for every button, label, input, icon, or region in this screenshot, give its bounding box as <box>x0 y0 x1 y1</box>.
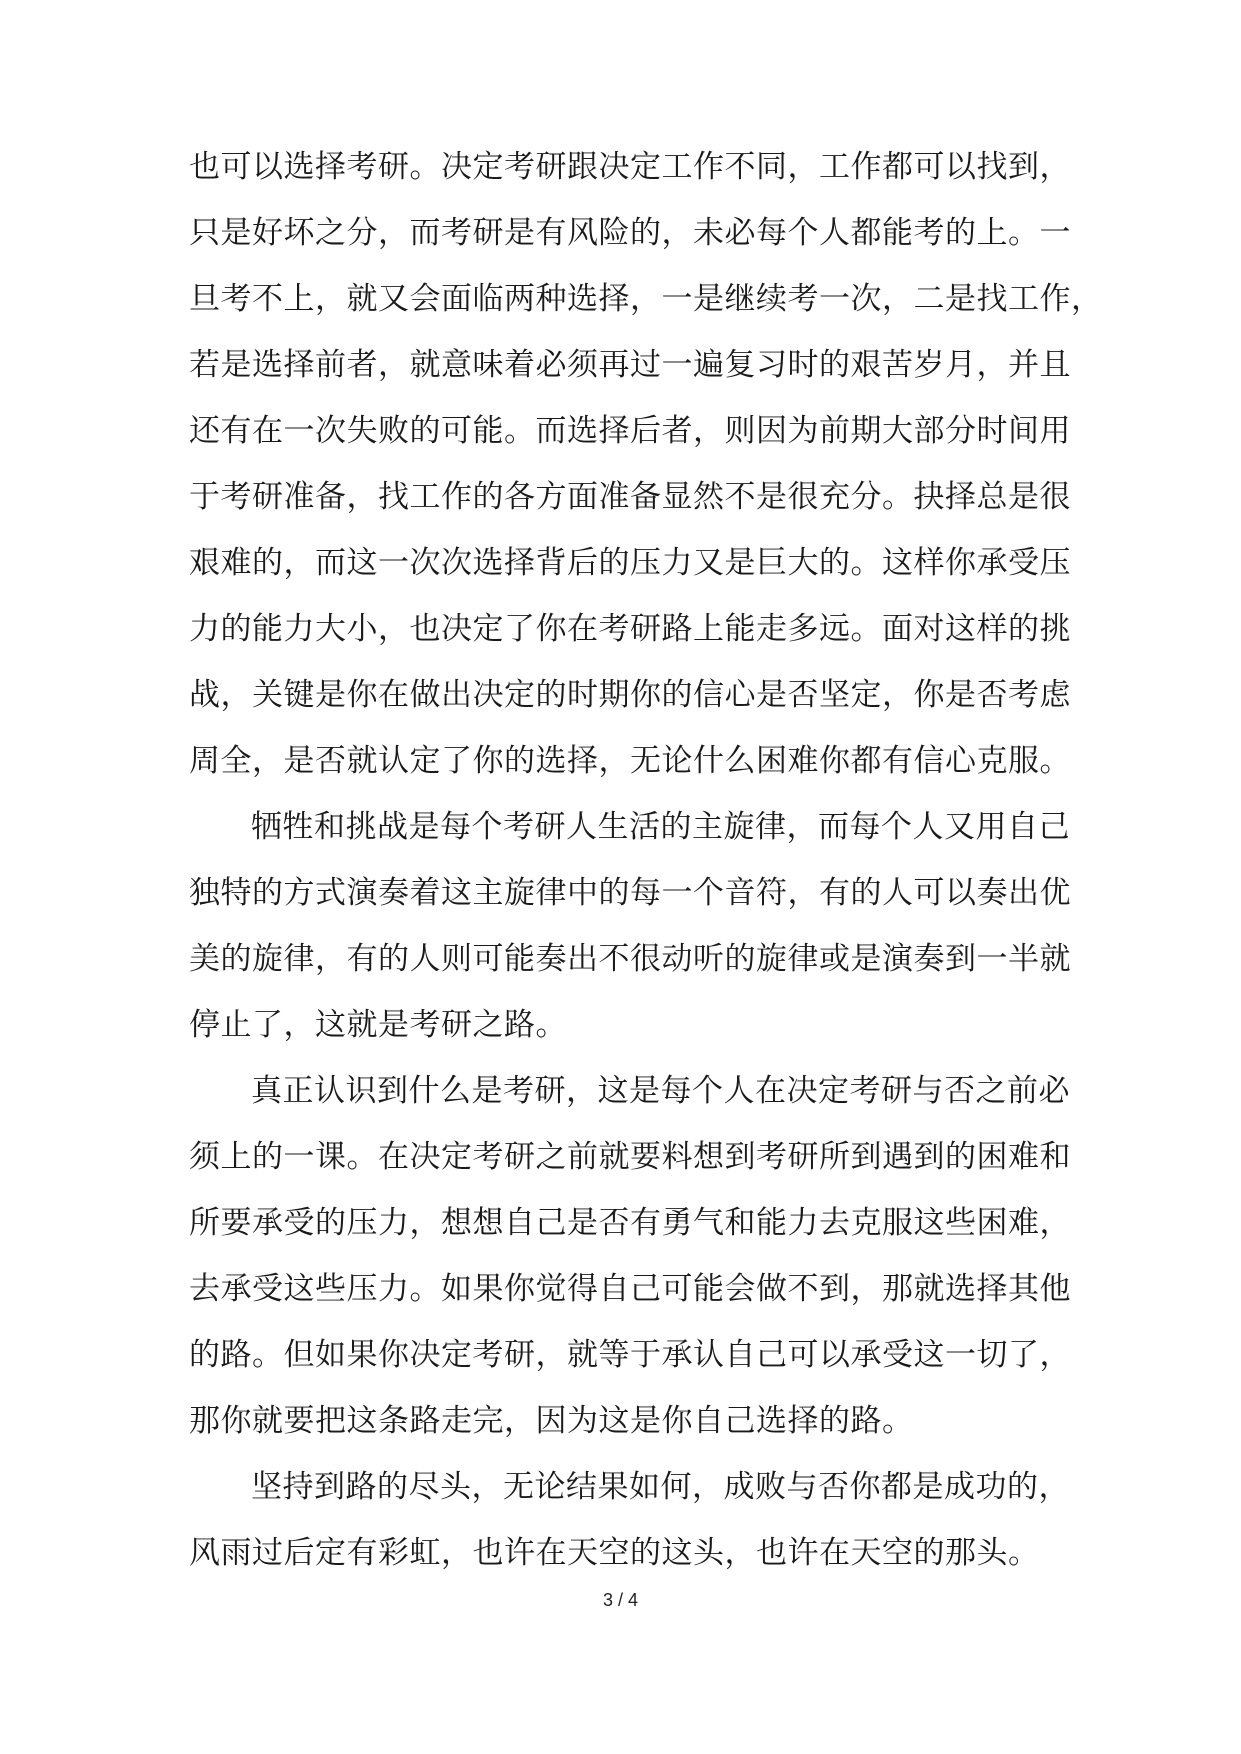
text-line: 若是选择前者，就意味着必须再过一遍复习时的艰苦岁月，并且 <box>189 347 1071 383</box>
text-line: 周全，是否就认定了你的选择，无论什么困难你都有信心克服。 <box>189 743 1071 779</box>
paragraph-first-line: 真正认识到什么是考研，这是每个人在决定考研与否之前必 <box>251 1073 1070 1109</box>
text-line: 战，关键是你在做出决定的时期你的信心是否坚定，你是否考虑 <box>189 677 1071 713</box>
text-line: 于考研准备，找工作的各方面准备显然不是很充分。抉择总是很 <box>189 479 1071 515</box>
page-number: 3 / 4 <box>602 1590 639 1610</box>
text-line: 美的旋律，有的人则可能奏出不很动听的旋律或是演奏到一半就 <box>189 941 1071 977</box>
text-line: 那你就要把这条路走完，因为这是你自己选择的路。 <box>189 1403 914 1439</box>
text-line: 只是好坏之分，而考研是有风险的，未必每个人都能考的上。一 <box>189 215 1071 251</box>
text-line: 停止了，这就是考研之路。 <box>189 1007 567 1043</box>
text-line: 须上的一课。在决定考研之前就要料想到考研所到遇到的困难和 <box>189 1139 1071 1175</box>
text-line: 艰难的，而这一次次选择背后的压力又是巨大的。这样你承受压 <box>189 545 1071 581</box>
text-line: 力的能力大小，也决定了你在考研路上能走多远。面对这样的挑 <box>189 611 1071 647</box>
text-line: 还有在一次失败的可能。而选择后者，则因为前期大部分时间用 <box>189 413 1071 449</box>
text-line: 风雨过后定有彩虹，也许在天空的这头，也许在天空的那头。 <box>189 1535 1040 1571</box>
text-line: 去承受这些压力。如果你觉得自己可能会做不到，那就选择其他 <box>189 1271 1071 1307</box>
text-line: 也可以选择考研。决定考研跟决定工作不同，工作都可以找到， <box>189 149 1071 185</box>
paragraph-first-line: 坚持到路的尽头，无论结果如何，成败与否你都是成功的， <box>251 1469 1070 1505</box>
paragraph-first-line: 牺牲和挑战是每个考研人生活的主旋律，而每个人又用自己 <box>251 809 1070 845</box>
text-line: 所要承受的压力，想想自己是否有勇气和能力去克服这些困难， <box>189 1205 1071 1241</box>
text-line: 独特的方式演奏着这主旋律中的每一个音符，有的人可以奏出优 <box>189 875 1071 911</box>
text-line: 旦考不上，就又会面临两种选择，一是继续考一次，二是找工作， <box>189 281 1103 317</box>
text-line: 的路。但如果你决定考研，就等于承认自己可以承受这一切了， <box>189 1337 1071 1373</box>
